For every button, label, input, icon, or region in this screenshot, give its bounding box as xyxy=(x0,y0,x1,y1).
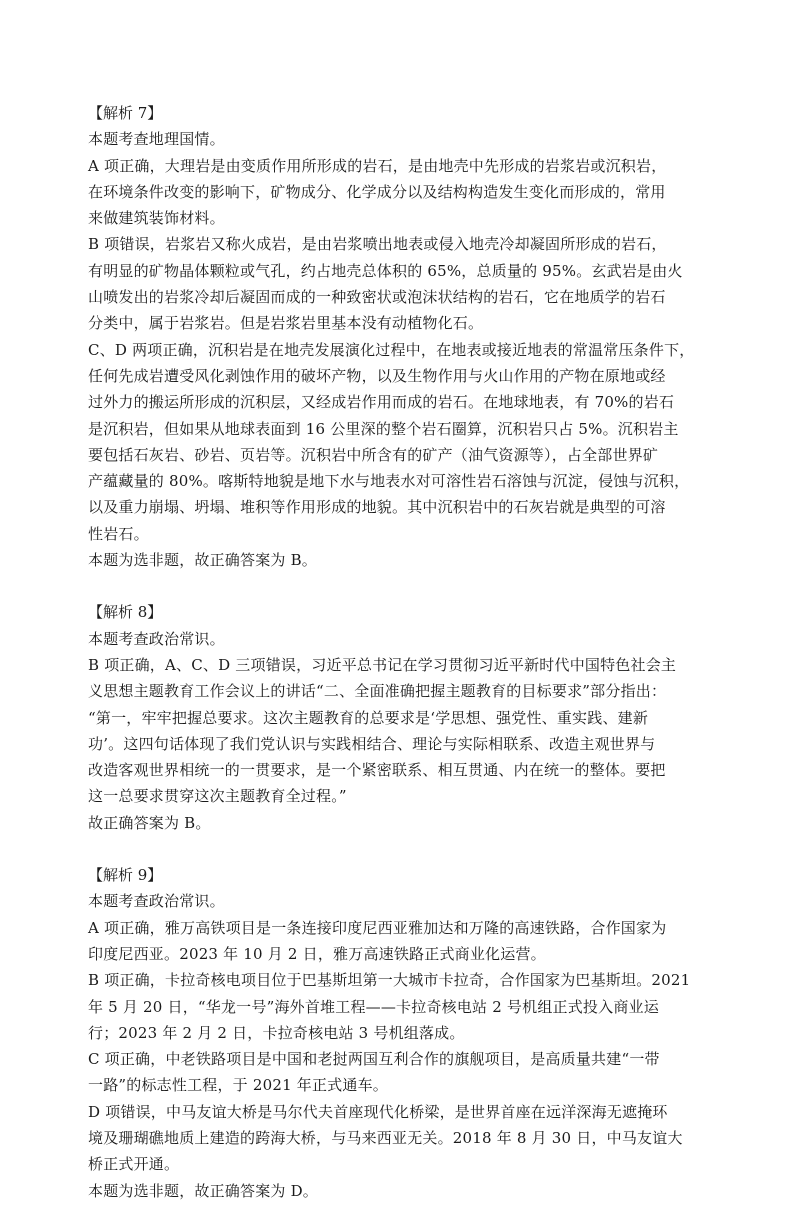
text-line: 性岩石。 xyxy=(88,524,149,543)
text-line: 产蕴藏量的 80%。喀斯特地貌是地下水与地表水对可溶性岩石溶蚀与沉淀，侵蚀与沉积， xyxy=(88,472,690,491)
analysis-section-7 xyxy=(88,100,728,573)
section-heading: 【解析 7】 xyxy=(88,104,163,122)
text-line: 本题考查政治常识。 xyxy=(88,892,225,911)
text-line: 有明显的矿物晶体颗粒或气孔，约占地壳总体积的 65%，总质量的 95%。玄武岩是由火 xyxy=(88,261,683,280)
text-line: 一路”的标志性工程，于 2021 年正式通车。 xyxy=(88,1076,388,1095)
document-page xyxy=(88,100,728,1230)
text-line: A 项正确，雅万高铁项目是一条连接印度尼西亚雅加达和万隆的高速铁路，合作国家为 xyxy=(88,918,667,937)
answer-line: 本题为选非题，故正确答案为 B。 xyxy=(88,551,317,570)
answer-line: 本题为选非题，故正确答案为 D。 xyxy=(88,1181,318,1200)
text-line: D 项错误，中马友谊大桥是马尔代夫首座现代化桥梁，是世界首座在远洋深海无遮掩环 xyxy=(88,1102,668,1121)
text-line: B 项正确，A、C、D 三项错误，习近平总书记在学习贯彻习近平新时代中国特色社会主 xyxy=(88,655,677,674)
text-line: 桥正式开通。 xyxy=(88,1155,180,1174)
text-line: C 项正确，中老铁路项目是中国和老挝两国互利合作的旗舰项目，是高质量共建“一带 xyxy=(88,1050,660,1069)
text-line: 要包括石灰岩、砂岩、页岩等。沉积岩中所含有的矿产（油气资源等），占全部世界矿 xyxy=(88,445,659,464)
analysis-section-9 xyxy=(88,862,728,1204)
text-line: 来做建筑装饰材料。 xyxy=(88,209,225,228)
text-line: 本题考查政治常识。 xyxy=(88,629,225,648)
text-line: 在环境条件改变的影响下，矿物成分、化学成分以及结构构造发生变化而形成的，常用 xyxy=(88,182,666,201)
text-line: 山喷发出的岩浆冷却后凝固而成的一种致密状或泡沫状结构的岩石，它在地质学的岩石 xyxy=(88,288,666,307)
text-line: 任何先成岩遭受风化剥蚀作用的破坏产物，以及生物作用与火山作用的产物在原地或经 xyxy=(88,366,666,385)
section-heading: 【解析 8】 xyxy=(88,603,163,622)
section-heading: 【解析 9】 xyxy=(88,866,163,885)
text-line: 过外力的搬运所形成的沉积层，又经成岩作用而成的岩石。在地球地表，有 70%的岩石 xyxy=(88,393,675,412)
text-line: 以及重力崩塌、坍塌、堆积等作用形成的地貌。其中沉积岩中的石灰岩就是典型的可溶 xyxy=(88,498,666,517)
text-line: 年 5 月 20 日，“华龙一号”海外首堆工程——卡拉奇核电站 2 号机组正式投入商业运 xyxy=(88,997,659,1016)
text-line: 改造客观世界相统一的一贯要求，是一个紧密联系、相互贯通、内在统一的整体。要把 xyxy=(88,761,666,780)
text-line: 行；2023 年 2 月 2 日，卡拉奇核电站 3 号机组落成。 xyxy=(88,1023,465,1042)
text-line: 分类中，属于岩浆岩。但是岩浆岩里基本没有动植物化石。 xyxy=(88,314,484,333)
text-line: 是沉积岩，但如果从地球表面到 16 公里深的整个岩石圈算，沉积岩只占 5%。沉积岩主 xyxy=(88,419,679,438)
text-line: 这一总要求贯穿这次主题教育全过程。” xyxy=(88,787,347,806)
text-line: B 项错误，岩浆岩又称火成岩，是由岩浆喷出地表或侵入地壳冷却凝固所形成的岩石， xyxy=(88,235,667,254)
text-line: 境及珊瑚礁地质上建造的跨海大桥，与马来西亚无关。2018 年 8 月 30 日，中马友谊大 xyxy=(88,1128,683,1147)
text-line: 功’。这四句话体现了我们党认识与实践相结合、理论与实际相联系、改造主观世界与 xyxy=(88,734,656,753)
answer-line: 故正确答案为 B。 xyxy=(88,813,211,832)
text-line: 本题考查地理国情。 xyxy=(88,130,225,149)
text-line: A 项正确，大理岩是由变质作用所形成的岩石，是由地壳中先形成的岩浆岩或沉积岩， xyxy=(88,156,667,175)
text-line: 义思想主题教育工作会议上的讲话“二、全面准确把握主题教育的目标要求”部分指出： xyxy=(88,682,667,701)
text-line: “第一，牢牢把握总要求。这次主题教育的总要求是‘学思想、强党性、重实践、建新 xyxy=(88,708,649,727)
text-line: 印度尼西亚。2023 年 10 月 2 日，雅万高速铁路正式商业化运营。 xyxy=(88,944,546,963)
text-line: B 项正确，卡拉奇核电项目位于巴基斯坦第一大城市卡拉奇，合作国家为巴基斯坦。2021 xyxy=(88,971,691,990)
analysis-section-8 xyxy=(88,599,728,836)
text-line: C、D 两项正确，沉积岩是在地壳发展演化过程中，在地表或接近地表的常温常压条件下， xyxy=(88,340,695,359)
